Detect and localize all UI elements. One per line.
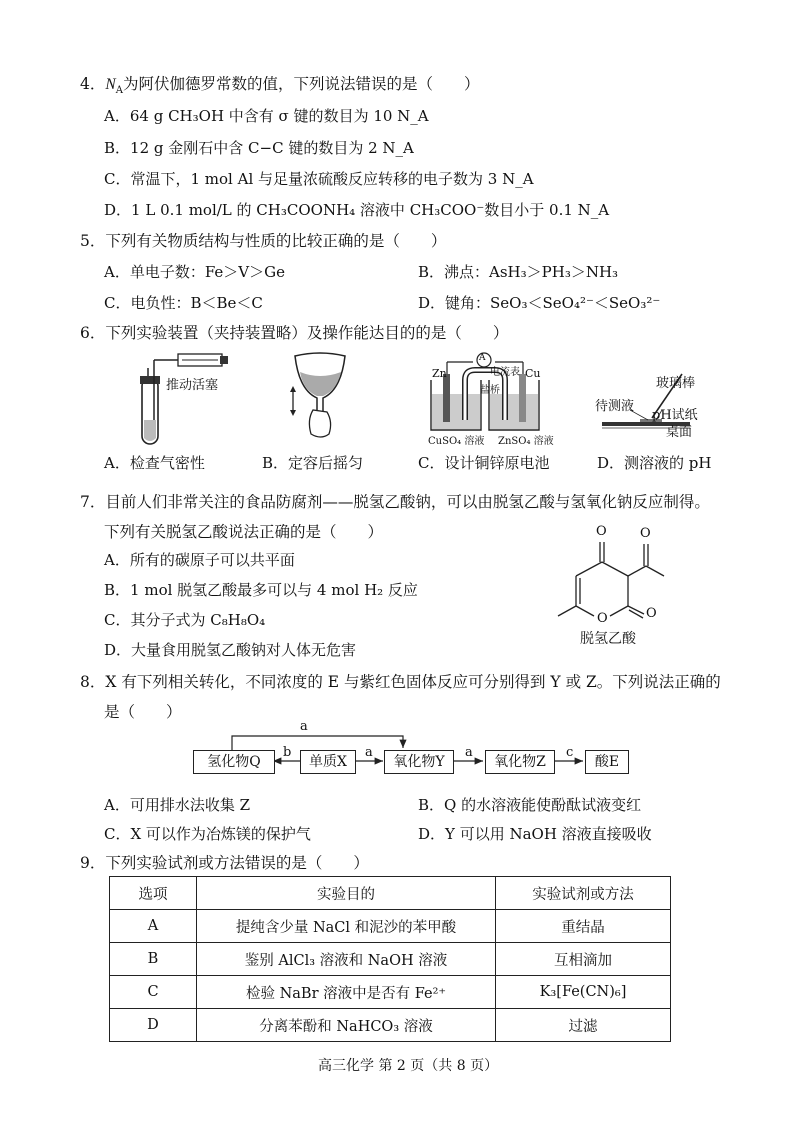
cu-label: Cu: [525, 367, 541, 380]
q9-stem: 9．下列实验试剂或方法错误的是（ ）: [80, 854, 369, 872]
box-acid-e: 酸E: [585, 750, 629, 774]
table-row: [110, 976, 671, 1009]
box-oxide-z: 氧化物Z: [485, 750, 555, 774]
box-element-x: 单质X: [300, 750, 356, 774]
q4-stem: 4．$N_A$为阿伏伽德罗常数的值，下列说法错误的是（ ）: [80, 75, 480, 97]
glass-rod-label: 玻璃棒: [656, 376, 696, 391]
q7-stem-line1: 7．目前人们非常关注的食品防腐剂——脱氢乙酸钠，可以由脱氢乙酸与氢氧化钠反应制得。: [80, 493, 710, 511]
row-a-method: 重结晶: [496, 910, 671, 943]
q8-option-a: A．可用排水法收集 Z: [104, 796, 251, 814]
zn-label: Zn: [432, 367, 447, 380]
push-piston-label: 推动活塞: [166, 378, 219, 393]
header-purpose: 实验目的: [197, 877, 496, 910]
znso4-label: ZnSO₄ 溶液: [498, 436, 554, 447]
box-hydride-q: 氢化物Q: [193, 750, 275, 774]
header-option: 选项: [110, 877, 197, 910]
row-c-purpose: 检验 NaBr 溶液中是否有 Fe²⁺: [197, 976, 496, 1009]
table-row: [110, 1009, 671, 1042]
q4-option-c: C．常温下，1 mol Al 与足量浓硫酸反应转移的电子数为 3 N_A: [104, 170, 534, 188]
lactone-oxygen-label: O: [646, 606, 657, 621]
q5-stem: 5．下列有关物质结构与性质的比较正确的是（ ）: [80, 232, 447, 250]
q6-option-d: D．测溶液的 pH: [597, 454, 712, 472]
q4-option-b: B．12 g 金刚石中含 C−C 键的数目为 2 N_A: [104, 139, 414, 157]
q8-option-d: D．Y 可以用 NaOH 溶液直接吸收: [418, 825, 652, 843]
salt-bridge-label: 盐桥: [480, 385, 500, 396]
row-b-purpose: 鉴别 AlCl₃ 溶液和 NaOH 溶液: [197, 943, 496, 976]
q6-stem: 6．下列实验装置（夹持装置略）及操作能达目的的是（ ）: [80, 324, 509, 342]
row-d-method: 过滤: [496, 1009, 671, 1042]
row-c-option: C: [110, 976, 197, 1009]
q8-stem-line2: 是（ ）: [104, 703, 182, 721]
q7-option-b: B．1 mol 脱氢乙酸最多可以与 4 mol H₂ 反应: [104, 581, 418, 599]
q6-option-a: A．检查气密性: [104, 454, 205, 472]
q6-option-c: C．设计铜锌原电池: [418, 454, 550, 472]
ring-oxygen-label: O: [597, 611, 608, 626]
q8-option-b: B．Q 的水溶液能使酚酞试液变红: [418, 796, 642, 814]
page-footer: 高三化学 第 2 页（共 8 页）: [318, 1058, 499, 1074]
table-label: 桌面: [666, 425, 693, 440]
row-d-option: D: [110, 1009, 197, 1042]
molecule-name-label: 脱氢乙酸: [580, 631, 636, 647]
q6-option-b: B．定容后摇匀: [262, 454, 364, 472]
q7-option-d: D．大量食用脱氢乙酸钠对人体无危害: [104, 641, 357, 659]
q7-stem-line2: 下列有关脱氢乙酸说法正确的是（ ）: [104, 523, 384, 541]
ammeter-label: 电流表: [490, 367, 520, 378]
arrow-label-top-a: a: [300, 719, 308, 734]
ammeter-symbol: A: [479, 353, 486, 363]
ph-paper-label: pH试纸: [652, 408, 698, 423]
apparatus-a-diagram: [120, 350, 240, 450]
row-c-method: K₃[Fe(CN)₆]: [496, 976, 671, 1009]
q5-option-d: D．键角：SeO₃＜SeO₄²⁻＜SeO₃²⁻: [418, 294, 661, 312]
row-b-option: B: [110, 943, 197, 976]
q5-option-a: A．单电子数：Fe＞V＞Ge: [104, 263, 286, 281]
q8-stem-line1: 8．X 有下列相关转化，不同浓度的 E 与紫红色固体反应可分别得到 Y 或 Z。下列说法正确的: [80, 673, 721, 691]
q9-table: [109, 876, 671, 1042]
header-method: 实验试剂或方法: [496, 877, 671, 910]
row-d-purpose: 分离苯酚和 NaHCO₃ 溶液: [197, 1009, 496, 1042]
q5-option-b: B．沸点：AsH₃＞PH₃＞NH₃: [418, 263, 619, 281]
arrow-label-a: a: [365, 745, 373, 760]
apparatus-b-diagram: [285, 350, 355, 445]
acetyl-oxygen-label: O: [640, 526, 651, 541]
q7-option-a: A．所有的碳原子可以共平面: [104, 551, 295, 569]
q8-option-c: C．X 可以作为冶炼镁的保护气: [104, 825, 311, 843]
arrow-label-c: c: [566, 745, 574, 760]
test-solution-label: 待测液: [595, 399, 635, 414]
table-header-row: [110, 877, 671, 910]
row-b-method: 互相滴加: [496, 943, 671, 976]
cuso4-label: CuSO₄ 溶液: [428, 436, 485, 447]
arrow-label-a2: a: [465, 745, 473, 760]
q4-option-a: A．64 g CH₃OH 中含有 σ 键的数目为 10 N_A: [104, 107, 429, 125]
box-oxide-y: 氧化物Y: [384, 750, 454, 774]
row-a-purpose: 提纯含少量 NaCl 和泥沙的苯甲酸: [197, 910, 496, 943]
table-row: [110, 943, 671, 976]
row-a-option: A: [110, 910, 197, 943]
table-row: [110, 910, 671, 943]
arrow-label-b: b: [283, 745, 292, 760]
q5-option-c: C．电负性：B＜Be＜C: [104, 294, 263, 312]
q7-option-c: C．其分子式为 C₈H₈O₄: [104, 611, 266, 629]
ketone-oxygen-label: O: [596, 524, 607, 539]
q4-option-d: D．1 L 0.1 mol/L 的 CH₃COONH₄ 溶液中 CH₃COO⁻数目小于 0.1 N_A: [104, 201, 610, 219]
